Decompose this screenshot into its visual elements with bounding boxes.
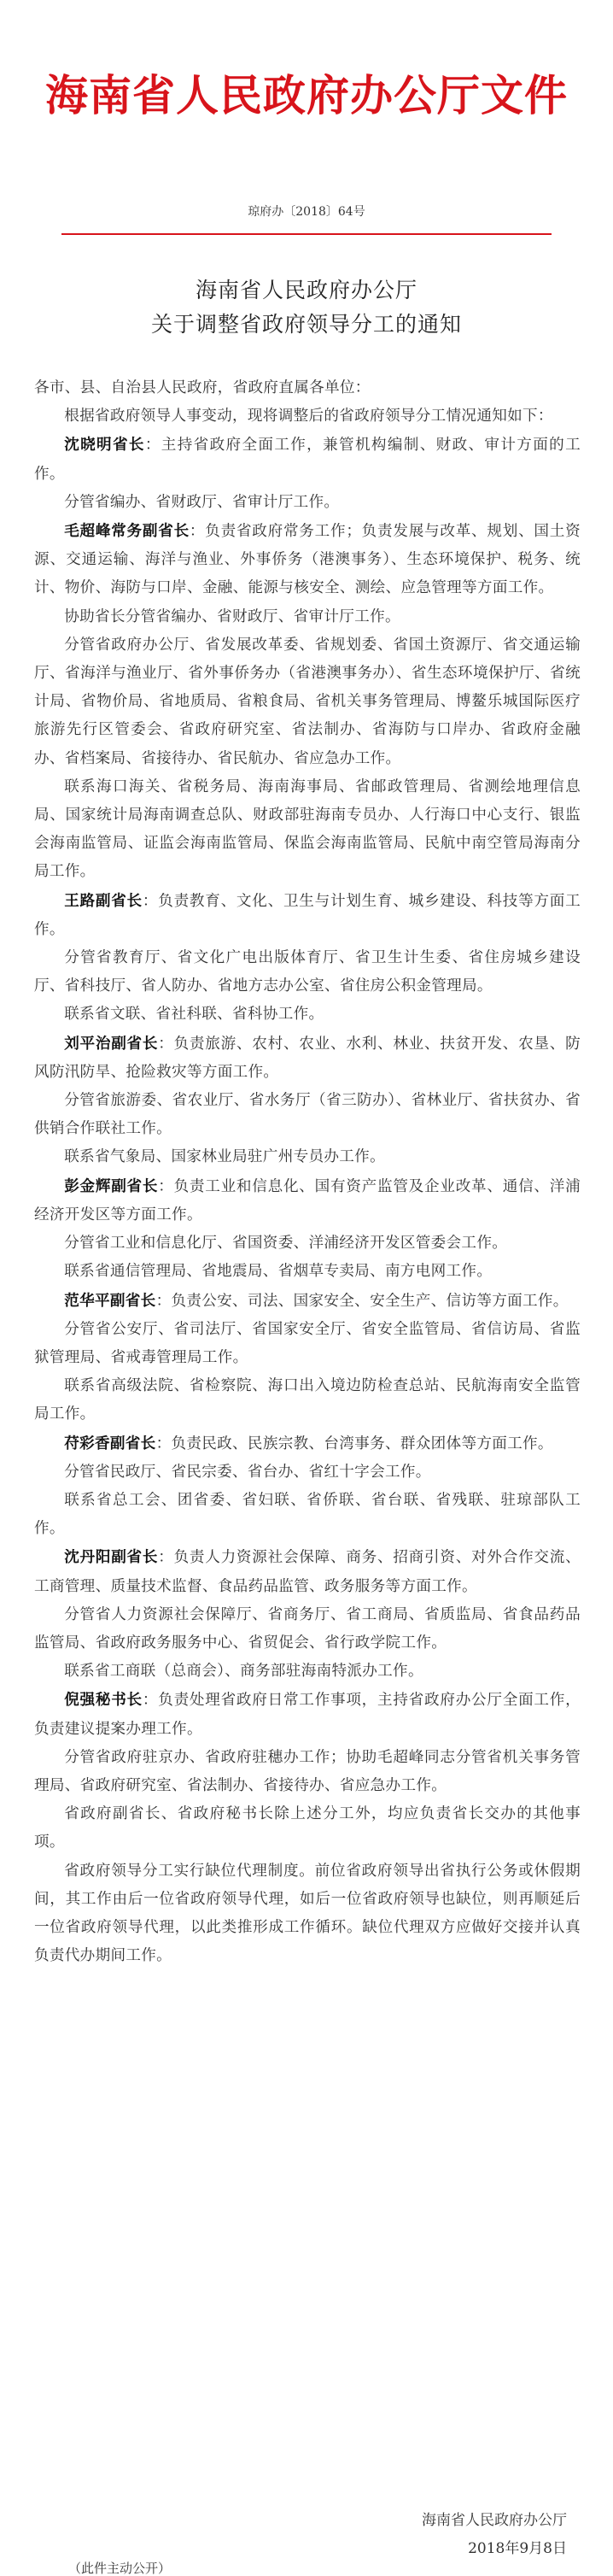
leader-paragraph: 联系省工商联（总商会）、商务部驻海南特派办工作。 <box>64 1663 423 1681</box>
salutation: 各市、县、自治县人民政府，省政府直属各单位： <box>34 379 371 396</box>
leader-name: 毛超峰常务副省长 <box>64 522 190 541</box>
issue-date: 2018年9月8日 <box>468 2540 567 2557</box>
leader-paragraph: 分管省人力资源社会保障厅、省商务厅、省工商局、省质监局、省食品药品监管局、省政府政务服务中心、省贸促会、省行政学院工作。 <box>34 1605 581 1652</box>
leader-name: 刘平治副省长 <box>64 1034 159 1053</box>
leader-duty: ：负责旅游、农村、农业、水利、林业、扶贫开发、农垦、防风防汛防旱、抢险救灾等方面工作。 <box>34 1035 581 1081</box>
intro-paragraph: 根据省政府领导人事变动，现将调整后的省政府领导分工情况通知如下： <box>64 408 553 425</box>
leader-duty: ：负责人力资源社会保障、商务、招商引资、对外合作交流、工商管理、质量技术监督、食品药品监管、政务服务等方面工作。 <box>34 1549 581 1595</box>
leader-section <box>34 1429 581 1458</box>
leader-section <box>34 517 581 603</box>
leader-paragraph: 联系省通信管理局、省地震局、省烟草专卖局、南方电网工作。 <box>64 1263 493 1281</box>
document-number: 琼府办〔2018〕64号 <box>248 205 365 219</box>
disclosure-note: （此件主动公开） <box>68 2561 172 2576</box>
document-body <box>34 374 581 1970</box>
closing-paragraph: 省政府领导分工实行缺位代理制度。前位省政府领导出省执行公务或休假期间，其工作由后一位省政府领导代理，如后一位省政府领导也缺位，则再顺延后一位省政府领导代理，以此类推形成工作循环。缺位代理双方应做好交接并认真负责代办期间工作。 <box>34 1862 581 1965</box>
leader-section <box>34 1030 581 1087</box>
leader-section <box>34 431 581 488</box>
leader-section <box>34 1287 581 1316</box>
leader-section <box>34 1172 581 1229</box>
leader-paragraph: 分管省教育厅、省文化广电出版体育厅、省卫生计生委、省住房城乡建设厅、省科技厅、省人防办、省地方志办公室、省住房公积金管理局。 <box>34 949 581 995</box>
leader-paragraph: 协助省长分管省编办、省财政厅、省审计厅工作。 <box>64 607 400 625</box>
closing-paragraph: 省政府副省长、省政府秘书长除上述分工外，均应负责省长交办的其他事项。 <box>34 1805 581 1851</box>
leader-duty: ：负责处理省政府日常工作事项，主持省政府办公厅全面工作，负责建议提案办理工作。 <box>34 1692 581 1738</box>
leader-name: 沈晓明省长 <box>64 436 145 455</box>
leader-section <box>34 1543 581 1600</box>
leader-paragraph: 分管省政府驻京办、省政府驻穗办工作；协助毛超峰同志分管省机关事务管理局、省政府研究室、省法制办、省接待办、省应急办工作。 <box>34 1748 581 1794</box>
leader-paragraph: 联系省高级法院、省检察院、海口出入境边防检查总站、民航海南安全监管局工作。 <box>34 1377 581 1423</box>
leader-paragraph: 分管省编办、省财政厅、省审计厅工作。 <box>64 493 340 511</box>
title-line-2: 关于调整省政府领导分工的通知 <box>150 312 462 337</box>
issuer-signature: 海南省人民政府办公厅 <box>422 2512 567 2529</box>
leader-duty: ：负责省政府常务工作；负责发展与改革、规划、国土资源、交通运输、海洋与渔业、外事侨务（港澳事务）、生态环境保护、税务、统计、物价、海防与口岸、金融、能源与核安全、测绘、应急管理等方面工作。 <box>34 523 581 597</box>
leader-duty: ：负责民政、民族宗教、台湾事务、群众团体等方面工作。 <box>155 1435 553 1452</box>
leader-name: 王路副省长 <box>64 891 143 910</box>
leader-paragraph: 分管省工业和信息化厅、省国资委、洋浦经济开发区管委会工作。 <box>64 1235 508 1253</box>
leader-paragraph: 联系海口海关、省税务局、海南海事局、省邮政管理局、省测绘地理信息局、国家统计局海南调查总队、财政部驻海南专员办、人行海口中心支行、银监会海南监管局、证监会海南监管局、保监会海南监管局、民航中南空管局海南分局工作。 <box>34 777 581 881</box>
leader-section <box>34 887 581 944</box>
leader-duty: ：负责教育、文化、卫生与计划生育、城乡建设、科技等方面工作。 <box>34 892 581 938</box>
document-header-banner: 海南省人民政府办公厅文件 <box>45 70 568 120</box>
leader-paragraph: 分管省旅游委、省农业厅、省水务厅（省三防办）、省林业厅、省扶贫办、省供销合作联社工作。 <box>34 1092 581 1138</box>
leader-duty: ：负责公安、司法、国家安全、安全生产、信访等方面工作。 <box>155 1292 569 1310</box>
red-divider <box>61 233 552 235</box>
leader-paragraph: 联系省总工会、团省委、省妇联、省侨联、省台联、省残联、驻琼部队工作。 <box>34 1491 581 1538</box>
leader-name: 范华平副省长 <box>64 1291 156 1310</box>
leader-paragraph: 分管省民政厅、省民宗委、省台办、省红十字会工作。 <box>64 1463 431 1481</box>
leader-paragraph: 分管省政府办公厅、省发展改革委、省规划委、省国土资源厅、省交通运输厅、省海洋与渔业厅、省外事侨务办（省港澳事务办）、省生态环境保护厅、省统计局、省物价局、省地质局、省粮食局、省机关事务管理局、博鳌乐城国际医疗旅游先行区管委会、省政府研究室、省法制办、省海防与口岸办、省政府金融办、省档案局、省接待办、省民航办、省应急办工作。 <box>34 636 581 767</box>
leader-name: 苻彩香副省长 <box>64 1434 156 1452</box>
leader-duty: ：负责工业和信息化、国有资产监管及企业改革、通信、洋浦经济开发区等方面工作。 <box>34 1177 581 1223</box>
leader-duty: ：主持省政府全面工作，兼管机构编制、财政、审计方面的工作。 <box>34 437 581 483</box>
leader-name: 彭金辉副省长 <box>64 1177 159 1195</box>
leader-section <box>34 1686 581 1743</box>
leader-paragraph: 分管省公安厅、省司法厅、省国家安全厅、省安全监管局、省信访局、省监狱管理局、省戒毒管理局工作。 <box>34 1320 581 1366</box>
leader-paragraph: 联系省文联、省社科联、省科协工作。 <box>64 1006 324 1024</box>
document-title <box>0 273 613 342</box>
title-line-1: 海南省人民政府办公厅 <box>195 278 417 302</box>
leader-paragraph: 联系省气象局、国家林业局驻广州专员办工作。 <box>64 1148 385 1166</box>
leader-name: 倪强秘书长 <box>64 1691 143 1710</box>
leader-name: 沈丹阳副省长 <box>64 1548 159 1567</box>
